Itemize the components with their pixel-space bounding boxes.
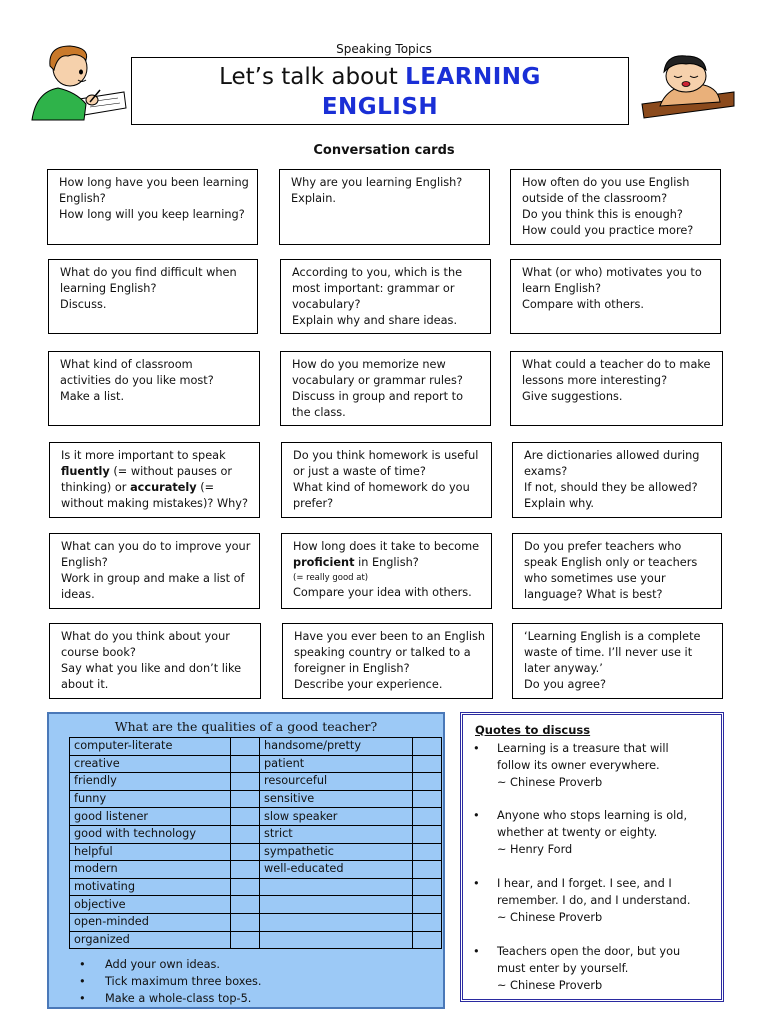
tip-item (79, 990, 262, 1007)
bullet-icon: • (473, 945, 480, 958)
card-line: waste of time. I’ll never use it (524, 646, 693, 659)
section-title: Conversation cards (313, 143, 455, 158)
card-line: Do you prefer teachers who (524, 540, 682, 553)
card-11 (281, 442, 492, 518)
tick-box[interactable] (231, 861, 260, 879)
tip-item (79, 973, 262, 990)
card-line: What kind of homework do you (293, 481, 470, 494)
card-line: ‘Learning English is a complete (524, 630, 701, 643)
card-line: who sometimes use your (524, 572, 666, 585)
quote-author: ~ Henry Ford (497, 843, 573, 856)
quality-cell: slow speaker (260, 808, 413, 826)
quality-cell: open-minded (70, 913, 231, 931)
tick-box[interactable] (413, 878, 442, 896)
card-line: language? What is best? (524, 588, 663, 601)
card-line: lessons more interesting? (522, 374, 668, 387)
card-line: Do you think this is enough? (522, 208, 683, 221)
card-line: the class. (292, 406, 346, 419)
card-line: activities do you like most? (60, 374, 214, 387)
card-line (61, 464, 253, 480)
quality-cell (260, 878, 413, 896)
quality-cell: motivating (70, 878, 231, 896)
quality-cell: friendly (70, 773, 231, 791)
card-line: exams? (524, 465, 568, 478)
bold-proficient: proficient (293, 556, 355, 569)
tip-text: Add your own ideas. (105, 958, 221, 971)
quote-author: ~ Chinese Proverb (497, 979, 603, 992)
card-line: Describe your experience. (294, 678, 443, 691)
quote-line: Anyone who stops learning is old, (497, 809, 688, 822)
tick-box[interactable] (231, 755, 260, 773)
quality-row (70, 773, 442, 791)
card-line: learning English? (60, 282, 157, 295)
bullet-icon: • (473, 877, 480, 890)
bullet-icon: • (79, 975, 86, 988)
card-line: about it. (61, 678, 109, 691)
card-13 (49, 533, 260, 609)
card-3 (510, 169, 721, 245)
card-line: course book? (61, 646, 136, 659)
tick-box[interactable] (413, 896, 442, 914)
quote-line: must enter by yourself. (497, 962, 629, 975)
card-text: in English? (358, 556, 419, 569)
card-line: Make a list. (60, 390, 125, 403)
card-1 (47, 169, 258, 245)
card-6 (510, 259, 721, 334)
quality-cell: good listener (70, 808, 231, 826)
quality-cell (260, 931, 413, 949)
quote-line: Learning is a treasure that will (497, 742, 669, 755)
card-2 (279, 169, 490, 245)
card-line: What do you think about your (61, 630, 230, 643)
card-text: (= (200, 481, 215, 494)
card-line: Compare with others. (522, 298, 644, 311)
page-subtitle: Speaking Topics (336, 42, 432, 56)
card-14 (281, 533, 492, 609)
bullet-icon: • (473, 809, 480, 822)
card-line: What could a teacher do to make (522, 358, 711, 371)
quality-row (70, 913, 442, 931)
card-line: What kind of classroom (60, 358, 193, 371)
quality-cell: patient (260, 755, 413, 773)
card-line: Are dictionaries allowed during (524, 449, 700, 462)
card-text: thinking) or (61, 481, 127, 494)
card-15 (512, 533, 722, 609)
tips-list (79, 956, 262, 1007)
quote-author: ~ Chinese Proverb (497, 911, 603, 924)
card-line: foreigner in English? (294, 662, 410, 675)
card-line: or just a waste of time? (293, 465, 426, 478)
card-line: outside of the classroom? (522, 192, 668, 205)
card-line: What can you do to improve your (61, 540, 251, 553)
card-line: Why are you learning English? (291, 176, 463, 189)
quote-line: remember. I do, and I understand. (497, 894, 691, 907)
title-line-1 (132, 62, 628, 92)
quality-cell: objective (70, 896, 231, 914)
quote-line: Teachers open the door, but you (497, 945, 681, 958)
tick-box[interactable] (231, 878, 260, 896)
card-8 (280, 351, 491, 426)
card-12 (512, 442, 722, 518)
card-line: Discuss in group and report to (292, 390, 464, 403)
card-line: How long have you been learning (59, 176, 249, 189)
quotes-panel (460, 712, 724, 1002)
tick-box[interactable] (231, 825, 260, 843)
card-line: Discuss. (60, 298, 107, 311)
tick-box[interactable] (231, 773, 260, 791)
card-7 (48, 351, 260, 426)
card-line: How long does it take to become (293, 540, 480, 553)
quotes-title: Quotes to discuss (475, 723, 591, 737)
card-line: (= really good at) (293, 573, 369, 583)
tick-box[interactable] (231, 931, 260, 949)
quality-cell (260, 913, 413, 931)
card-text: (= without pauses or (113, 465, 233, 478)
tick-box[interactable] (231, 808, 260, 826)
card-line (293, 555, 485, 571)
card-line: Explain why and share ideas. (292, 314, 458, 327)
tick-box[interactable] (413, 931, 442, 949)
card-line (61, 480, 253, 496)
quote-author: ~ Chinese Proverb (497, 776, 603, 789)
card-line: Explain why. (524, 497, 595, 510)
card-line: English? (61, 556, 108, 569)
quality-cell: organized (70, 931, 231, 949)
tick-box[interactable] (413, 790, 442, 808)
quote-line: I hear, and I forget. I see, and I (497, 877, 672, 890)
tip-text: Tick maximum three boxes. (105, 975, 262, 988)
card-line: Work in group and make a list of (61, 572, 245, 585)
card-10 (49, 442, 260, 518)
title-box (131, 57, 629, 125)
tick-box[interactable] (231, 843, 260, 861)
card-16 (49, 623, 261, 699)
card-4 (48, 259, 258, 334)
quality-cell: sympathetic (260, 843, 413, 861)
card-line: What (or who) motivates you to (522, 266, 702, 279)
tick-box[interactable] (413, 738, 442, 756)
quality-row (70, 755, 442, 773)
quality-cell: resourceful (260, 773, 413, 791)
card-line: Have you ever been to an English (294, 630, 486, 643)
quality-row (70, 896, 442, 914)
quality-row (70, 790, 442, 808)
quality-row (70, 878, 442, 896)
quote-line: whether at twenty or eighty. (497, 826, 658, 839)
card-line: How could you practice more? (522, 224, 694, 237)
quality-cell (260, 896, 413, 914)
quality-row (70, 825, 442, 843)
card-line: How do you memorize new (292, 358, 446, 371)
card-line: Do you think homework is useful (293, 449, 479, 462)
bullet-icon: • (79, 992, 86, 1005)
tip-text: Make a whole-class top-5. (105, 992, 252, 1005)
tick-box[interactable] (413, 861, 442, 879)
card-line: without making mistakes)? Why? (61, 497, 248, 510)
tick-box[interactable] (231, 738, 260, 756)
tick-box[interactable] (231, 913, 260, 931)
card-line: ideas. (61, 588, 95, 601)
quality-row (70, 808, 442, 826)
card-line: prefer? (293, 497, 334, 510)
bold-fluently: fluently (61, 465, 110, 478)
quality-row (70, 738, 442, 756)
quality-cell: well-educated (260, 861, 413, 879)
card-5 (280, 259, 491, 334)
tick-box[interactable] (413, 773, 442, 791)
card-line: speak English only or teachers (524, 556, 698, 569)
tick-box[interactable] (413, 808, 442, 826)
title-highlight-english: ENGLISH (321, 94, 439, 120)
tick-box[interactable] (231, 790, 260, 808)
quality-row (70, 843, 442, 861)
card-line: How often do you use English (522, 176, 690, 189)
quality-row (70, 861, 442, 879)
quality-cell: computer-literate (70, 738, 231, 756)
teacher-qualities-panel (47, 712, 445, 1009)
tick-box[interactable] (413, 913, 442, 931)
card-line: Compare your idea with others. (293, 586, 472, 599)
quality-cell: creative (70, 755, 231, 773)
card-17 (282, 623, 493, 699)
card-line: vocabulary? (292, 298, 361, 311)
tick-box[interactable] (413, 755, 442, 773)
title-highlight-learning: LEARNING (405, 64, 541, 90)
quality-row (70, 931, 442, 949)
card-line: Is it more important to speak (61, 449, 226, 462)
sleeping-student-illustration (638, 44, 738, 124)
teacher-qualities-heading: What are the qualities of a good teacher? (114, 719, 378, 734)
qualities-table (69, 737, 442, 949)
quality-cell: good with technology (70, 825, 231, 843)
card-line: What do you find difficult when (60, 266, 237, 279)
card-line: According to you, which is the (292, 266, 463, 279)
quality-cell: handsome/pretty (260, 738, 413, 756)
card-line: How long will you keep learning? (59, 208, 245, 221)
card-line: most important: grammar or (292, 282, 455, 295)
card-line: Say what you like and don’t like (61, 662, 242, 675)
card-line: Do you agree? (524, 678, 606, 691)
card-line: speaking country or talked to a (294, 646, 471, 659)
card-9 (510, 351, 723, 426)
quality-cell: modern (70, 861, 231, 879)
card-line: later anyway.’ (524, 662, 603, 675)
card-line: English? (59, 192, 106, 205)
tick-box[interactable] (231, 896, 260, 914)
tick-box[interactable] (413, 825, 442, 843)
card-18 (512, 623, 723, 699)
quality-cell: funny (70, 790, 231, 808)
quality-cell: strict (260, 825, 413, 843)
card-line: If not, should they be allowed? (524, 481, 698, 494)
card-line: Give suggestions. (522, 390, 623, 403)
card-line: vocabulary or grammar rules? (292, 374, 463, 387)
bullet-icon: • (79, 958, 86, 971)
card-line: learn English? (522, 282, 601, 295)
bullet-icon: • (473, 742, 480, 755)
card-line: Explain. (291, 192, 336, 205)
quality-cell: helpful (70, 843, 231, 861)
tick-box[interactable] (413, 843, 442, 861)
title-plain: Let’s talk about (219, 64, 406, 90)
quote-line: follow its owner everywhere. (497, 759, 660, 772)
bold-accurately: accurately (130, 481, 197, 494)
tip-item (79, 956, 262, 973)
quality-cell: sensitive (260, 790, 413, 808)
